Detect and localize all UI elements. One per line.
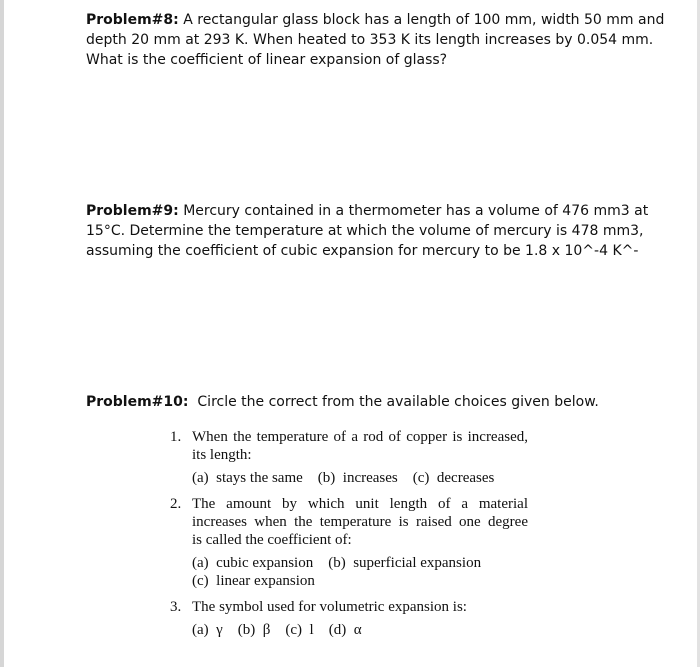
problem-8 — [86, 10, 664, 70]
question-1-stem — [192, 428, 528, 464]
question-1-number: 1. — [170, 429, 182, 445]
problem-8-line-1 — [86, 10, 664, 30]
question-1-choices — [192, 469, 528, 487]
problem-10-label: Problem#10: — [86, 394, 189, 410]
question-3-body — [192, 598, 528, 639]
problem-8-text-1: A rectangular glass block has a length of 100 mm, width 50 mm and — [178, 12, 665, 28]
problem-10-line-1 — [86, 392, 599, 412]
question-2-choice-line-2: (c) linear expansion — [192, 573, 315, 589]
question-2-stem-line-2: increases when the temperature is raised one degree — [192, 514, 528, 530]
question-2-stem-line-1: The amount by which unit length of a material — [192, 496, 528, 512]
question-2-choice-line-1: (a) cubic expansion (b) superficial expansion — [192, 555, 482, 571]
question-3-stem-line-1: The symbol used for volumetric expansion is: — [192, 599, 467, 615]
problem-9-text-1: Mercury contained in a thermometer has a volume of 476 mm3 at — [178, 203, 649, 219]
question-3 — [170, 598, 528, 639]
question-3-number: 3. — [170, 599, 182, 615]
problem-9-line-2: 15°C. Determine the temperature at which the volume of mercury is 478 mm3, — [86, 223, 644, 239]
question-2 — [170, 495, 528, 590]
question-3-choices — [192, 621, 528, 639]
question-1-stem-line-2: its length: — [192, 447, 252, 463]
question-list — [170, 428, 528, 647]
problem-9-label: Problem#9: — [86, 203, 179, 219]
page-left-edge — [0, 0, 4, 667]
problem-8-label: Problem#8: — [86, 12, 179, 28]
problem-9 — [86, 201, 648, 261]
question-3-stem — [192, 598, 528, 616]
problem-9-line-3: assuming the coefficient of cubic expansion for mercury to be 1.8 x 10^-4 K^- — [86, 243, 639, 259]
problem-8-line-3: What is the coefficient of linear expansion of glass? — [86, 52, 448, 68]
question-2-stem-line-3: is called the coefficient of: — [192, 532, 352, 548]
question-1-body — [192, 428, 528, 487]
question-1-stem-line-1: When the temperature of a rod of copper is increased, — [192, 429, 528, 445]
problem-8-line-2: depth 20 mm at 293 K. When heated to 353 K its length increases by 0.054 mm. — [86, 32, 654, 48]
question-2-stem — [192, 495, 528, 549]
problem-10-text-1: Circle the correct from the available choices given below. — [188, 394, 599, 410]
question-2-number: 2. — [170, 496, 182, 512]
question-2-body — [192, 495, 528, 590]
question-1 — [170, 428, 528, 487]
problem-9-line-1 — [86, 201, 648, 221]
question-3-choice-line-1: (a) γ (b) β (c) l (d) α — [192, 622, 362, 638]
question-1-choice-line-1: (a) stays the same (b) increases (c) decreases — [192, 470, 495, 486]
question-2-choices — [192, 554, 528, 590]
problem-10 — [86, 392, 599, 412]
